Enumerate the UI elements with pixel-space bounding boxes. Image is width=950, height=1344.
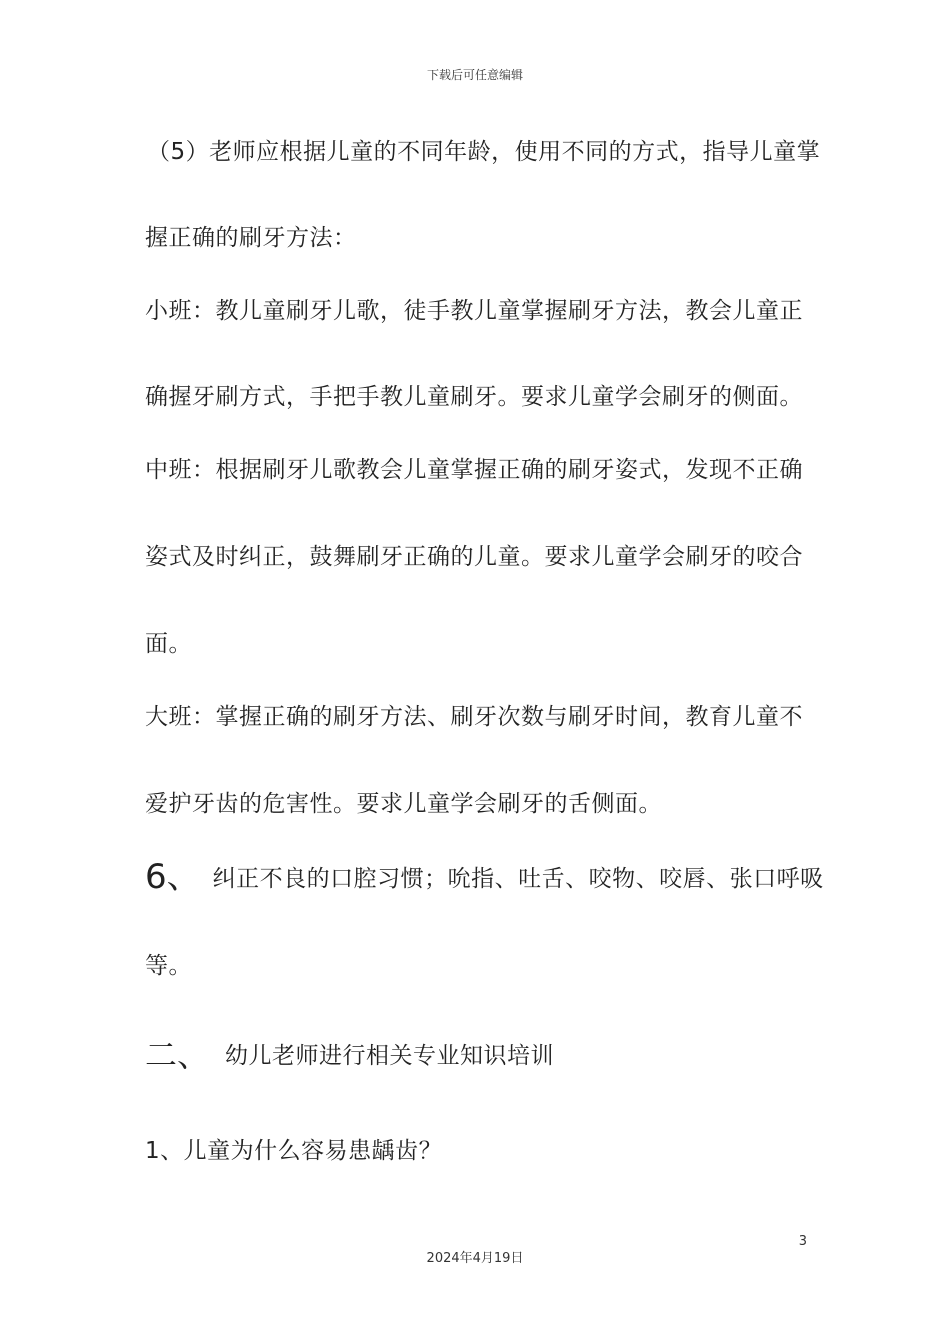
big-class-line-2: 爱护牙齿的危害性。要求儿童学会刷牙的舌侧面。 xyxy=(145,791,662,817)
middle-class-line-2: 姿式及时纠正，鼓舞刷牙正确的儿童。要求儿童学会刷牙的咬合 xyxy=(145,544,803,570)
item-6-line-2: 等。 xyxy=(145,953,192,979)
small-class-line-2: 确握牙刷方式，手把手教儿童刷牙。要求儿童学会刷牙的侧面。 xyxy=(145,384,803,410)
big-class-line-1: 大班：掌握正确的刷牙方法、刷牙次数与刷牙时间，教育儿童不 xyxy=(145,704,803,730)
middle-class-line-3: 面。 xyxy=(145,631,192,657)
section-2-heading xyxy=(145,1036,555,1074)
small-class-line-1: 小班：教儿童刷牙儿歌，徒手教儿童掌握刷牙方法，教会儿童正 xyxy=(145,298,803,324)
middle-class-line-1: 中班：根据刷牙儿歌教会儿童掌握正确的刷牙姿式，发现不正确 xyxy=(145,457,803,483)
paragraph-5-line-1: （5）老师应根据儿童的不同年龄，使用不同的方式，指导儿童掌 xyxy=(147,139,821,165)
paragraph-5-line-2: 握正确的刷牙方法： xyxy=(145,225,357,251)
item-6-number: 6、 xyxy=(145,857,201,897)
page-number: 3 xyxy=(798,1234,807,1249)
page-header: 下载后可任意编辑 xyxy=(426,68,523,82)
section-2-title: 幼儿老师进行相关专业知识培训 xyxy=(225,1043,555,1069)
question-1: 1、儿童为什么容易患龋齿？ xyxy=(145,1138,443,1164)
item-6-text: 纠正不良的口腔习惯；吮指、吐舌、咬物、咬唇、张口呼吸 xyxy=(212,866,824,892)
footer-date: 2024年4月19日 xyxy=(426,1251,524,1266)
item-6-line-1 xyxy=(145,857,824,897)
section-2-number: 二、 xyxy=(145,1036,210,1074)
